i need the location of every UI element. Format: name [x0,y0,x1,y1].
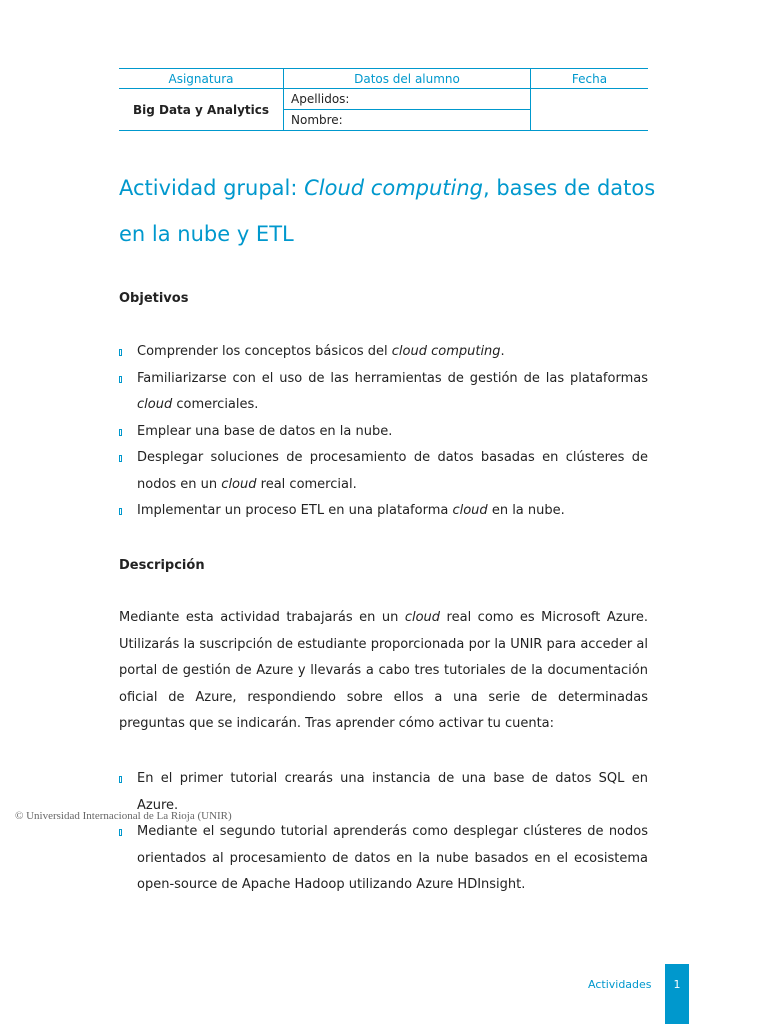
bullet-icon [119,829,122,836]
surname-field: Apellidos: [284,89,531,110]
copyright-notice: © Universidad Internacional de La Rioja (UNIR) [15,810,232,822]
title-suffix: , bases de datos en la nube y ETL [119,176,656,246]
bullet-icon [119,776,122,783]
description-paragraph: Mediante esta actividad trabajarás en un cloud real como es Microsoft Azure. Utilizarás la suscripción de estudiante proporcionada por la UNIR para acceder al portal de gestión de Azure y llevarás a cabo tres tutoriales de la documentación oficial de Azure, respondiendo sobre ellos a una serie de determinadas preguntas que se indicarán. Tras aprender cómo activar tu cuenta: [119,610,648,731]
bullet-icon [119,349,122,356]
tutorial-item: En el primer tutorial crearás una instancia de una base de datos SQL en Azure. [119,766,648,819]
objective-item: Desplegar soluciones de procesamiento de datos basadas en clústeres de nodos en un cloud real comercial. [119,445,648,498]
bullet-icon [119,429,122,436]
name-field: Nombre: [284,110,531,131]
column-header-student-data: Datos del alumno [284,69,531,89]
bullet-icon [119,376,122,383]
page-number: 1 [673,978,681,991]
title-prefix: Actividad grupal: [119,176,305,200]
objective-item: Emplear una base de datos en la nube. [119,419,648,446]
page-number-box [665,964,689,1024]
page-title [119,165,659,257]
column-header-subject: Asignatura [119,69,284,89]
tutorials-list [119,766,648,899]
footer-section-label: Actividades [588,978,652,991]
objective-item: Familiarizarse con el uso de las herramientas de gestión de las plataformas cloud comerciales. [119,366,648,419]
objectives-list [119,339,648,525]
objective-item: Comprender los conceptos básicos del cloud computing. [119,339,648,366]
description-heading: Descripción [119,558,205,573]
objectives-heading: Objetivos [119,291,189,306]
bullet-icon [119,508,122,515]
tutorial-item: Mediante el segundo tutorial aprenderás como desplegar clústeres de nodos orientados al procesamiento de datos en la nube basados en el ecosistema open-source de Apache Hadoop utilizando Azure HDInsight. [119,819,648,899]
objective-item: Implementar un proceso ETL en una plataforma cloud en la nube. [119,498,648,525]
title-italic: Cloud computing [304,176,483,200]
header-table [119,68,648,131]
bullet-icon [119,455,122,462]
date-field [531,89,649,131]
column-header-date: Fecha [531,69,649,89]
subject-value: Big Data y Analytics [119,89,284,131]
